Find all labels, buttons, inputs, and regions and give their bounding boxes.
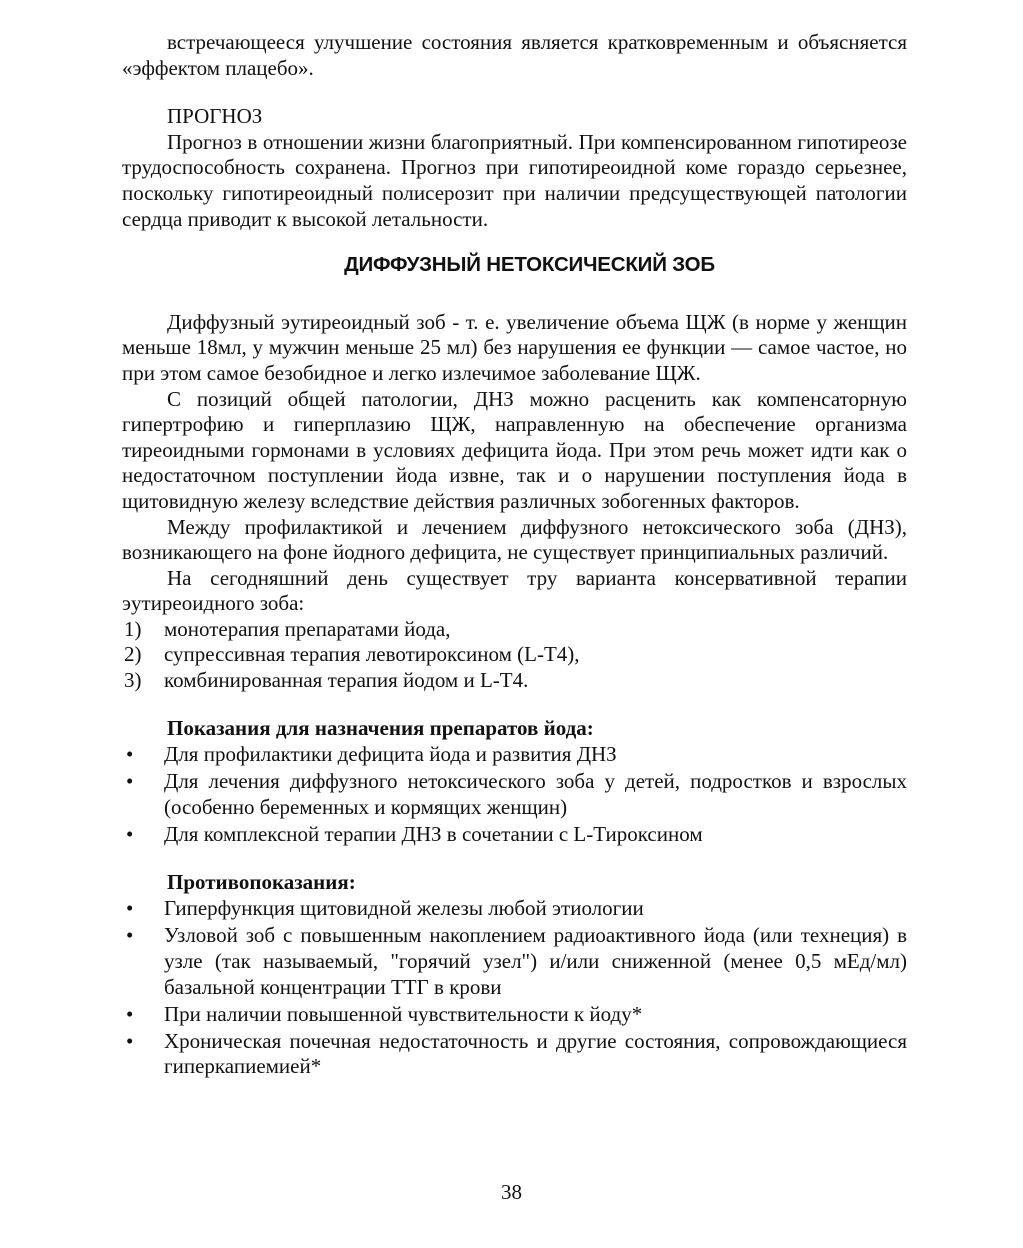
list-item-text: Гиперфункция щитовидной железы любой этиологии — [164, 896, 644, 921]
indications-list — [122, 742, 907, 847]
list-item — [122, 822, 907, 848]
bullet-icon: • — [126, 742, 134, 767]
list-item — [122, 896, 907, 922]
section-paragraph-2: С позиций общей патологии, ДНЗ можно расценить как компенсаторную гипертрофию и гиперплазию ЩЖ, направленную на обеспечение организма тиреоидными гормонами в условиях дефицита йода. При этом речь может идти как о недостаточном поступлении йода извне, так и о нарушении поступления йода в щитовидную железу вследствие действия различных зобогенных факторов. — [122, 386, 907, 513]
bullet-icon: • — [126, 769, 134, 794]
list-item — [122, 769, 907, 820]
list-item-text: При наличии повышенной чувствительности к йоду* — [164, 1001, 643, 1026]
list-item — [122, 923, 907, 1000]
contraindications-heading: Противопоказания: — [167, 869, 356, 894]
indications-heading: Показания для назначения препаратов йода: — [167, 715, 594, 740]
list-item — [122, 642, 907, 668]
list-number: 3) — [124, 668, 142, 693]
list-item — [122, 1002, 907, 1028]
list-item-text: Узловой зоб с повышенным накоплением радиоактивного йода (или технеция) в узле (так называемый, "горячий узел") и/или сниженной (менее 0,5 мЕд/мл) базальной концентрации ТТГ в крови — [164, 923, 907, 999]
list-item-text: монотерапия препаратами йода, — [164, 616, 451, 641]
list-item-text: Для профилактики дефицита йода и развития ДНЗ — [164, 742, 617, 767]
page-number: 38 — [501, 1180, 522, 1204]
list-item-text: Для лечения диффузного нетоксического зоба у детей, подростков и взрослых (особенно беременных и кормящих женщин) — [164, 769, 907, 819]
list-item-text: комбинированная терапия йодом и L-T4. — [164, 668, 529, 693]
list-item — [122, 742, 907, 768]
list-item-text: Для комплексной терапии ДНЗ в сочетании с L-Тироксином — [164, 822, 703, 847]
list-item — [122, 617, 907, 643]
section-title: ДИФФУЗНЫЙ НЕТОКСИЧЕСКИЙ ЗОБ — [344, 253, 715, 277]
bullet-icon: • — [126, 822, 134, 847]
prognosis-heading: ПРОГНОЗ — [167, 104, 263, 129]
bullet-icon: • — [126, 896, 134, 921]
contraindications-list — [122, 896, 907, 1080]
intro-paragraph: встречающееся улучшение состояния является кратковременным и объясняется «эффектом плацебо». — [122, 30, 907, 80]
list-item-text: Хроническая почечная недостаточность и другие состояния, сопровождающиеся гиперкапиемией* — [164, 1028, 907, 1079]
therapy-list — [122, 617, 907, 694]
section-paragraph-1: Диффузный эутиреоидный зоб - т. е. увеличение объема ЩЖ (в норме у женщин меньше 18мл, у мужчин меньше 25 мл) без нарушения ее функции — самое частое, но при этом самое безобидное и легко излечимое заболевание ЩЖ. — [122, 309, 907, 385]
list-item — [122, 668, 907, 694]
prognosis-paragraph: Прогноз в отношении жизни благоприятный. При компенсированном гипотиреозе трудоспособность сохранена. Прогноз при гипотиреоидной коме гораздо серьезнее, поскольку гипотиреоидный полисерозит при наличии предсуществующей патологии сердца приводит к высокой летальности. — [122, 129, 907, 231]
document-page — [122, 30, 907, 1081]
bullet-icon: • — [126, 1001, 134, 1026]
section-paragraph-3: Между профилактикой и лечением диффузного нетоксического зоба (ДНЗ), возникающего на фоне йодного дефицита, не существует принципиальных различий. — [122, 514, 907, 565]
list-number: 2) — [124, 642, 142, 667]
list-number: 1) — [124, 616, 142, 641]
section-paragraph-4: На сегодняшний день существует тру варианта консервативной терапии эутиреоидного зоба: — [122, 565, 907, 616]
list-item — [122, 1029, 907, 1080]
list-item-text: супрессивная терапия левотироксином (L-T4), — [164, 642, 580, 667]
bullet-icon: • — [126, 923, 134, 948]
bullet-icon: • — [126, 1028, 134, 1053]
